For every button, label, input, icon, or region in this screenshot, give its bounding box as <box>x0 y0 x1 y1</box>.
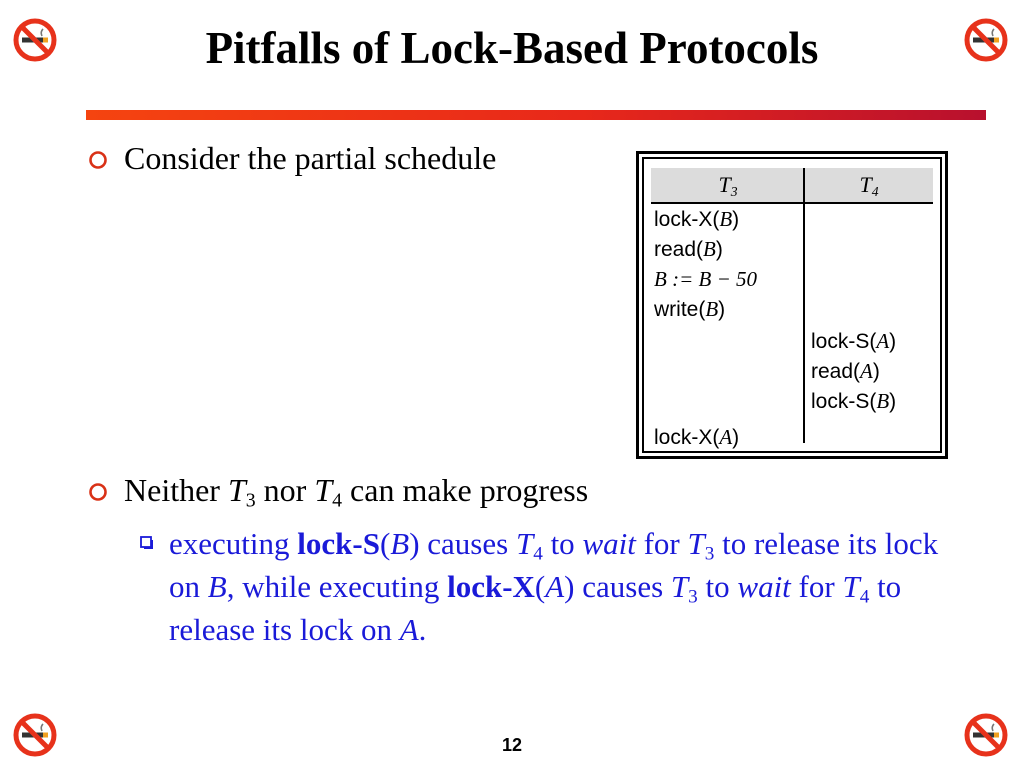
t3-op-lock-x-b: lock-X(B) <box>654 207 740 231</box>
sub-bullet-deadlock-explanation: executing lock-S(B) causes $T_4$ to wait for $T_3$ to release its lock on B, while executing lock-X(A) causes $T_3$ to wait for $T_4$ to release its lock on A. <box>169 526 939 647</box>
bullet-circle-icon <box>87 149 109 171</box>
bullet-text: Consider the partial schedule <box>124 140 497 176</box>
schedule-header-row <box>651 168 933 204</box>
page-number: 12 <box>501 735 523 755</box>
bullet-consider-schedule <box>124 138 496 178</box>
t3-op-read-b: read(B) <box>654 237 723 261</box>
bullet-circle-icon <box>87 481 109 503</box>
t3-op-write-b: write(B) <box>654 297 726 321</box>
t4-op-read-a: read(A) <box>811 359 880 383</box>
sub-bullet-square-icon <box>138 535 154 551</box>
schedule-frame <box>642 157 942 453</box>
column-header-t3: $T_3$ <box>718 172 738 199</box>
title-underline <box>86 110 986 120</box>
t3-op-compute: B := B − 50 <box>654 267 757 291</box>
column-header-t4: $T_4$ <box>859 172 879 199</box>
bullet-neither-progress: Neither $T_3$ nor $T_4$ can make progress <box>124 470 588 510</box>
slide-title: Pitfalls of Lock-Based Protocols <box>205 23 819 73</box>
column-divider <box>803 168 805 443</box>
t3-op-lock-x-a: lock-X(A) <box>654 425 740 449</box>
t4-op-lock-s-a: lock-S(A) <box>811 329 897 353</box>
t4-op-lock-s-b: lock-S(B) <box>811 389 897 413</box>
partial-schedule-table <box>636 151 948 459</box>
